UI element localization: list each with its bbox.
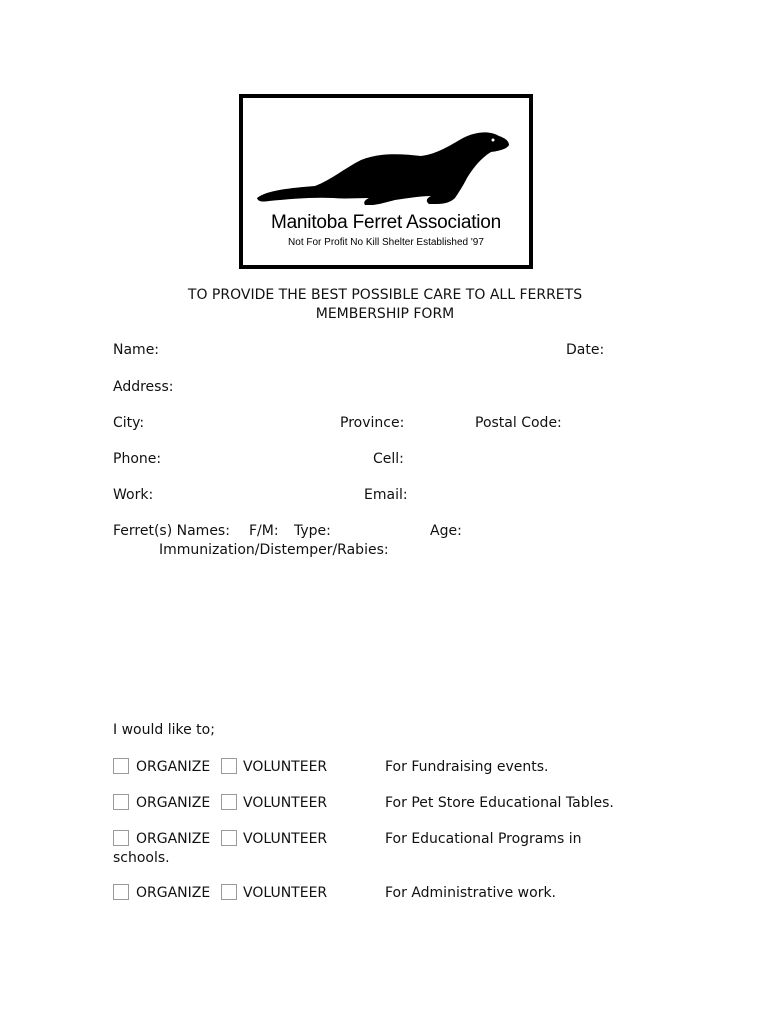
work-label: Work: xyxy=(113,487,154,503)
postal-code-label: Postal Code: xyxy=(475,415,562,431)
mission-statement: TO PROVIDE THE BEST POSSIBLE CARE TO ALL FERRETS xyxy=(187,287,583,303)
volunteer-checkbox[interactable] xyxy=(221,758,237,774)
purpose-label: For Pet Store Educational Tables. xyxy=(385,795,614,811)
phone-label: Phone: xyxy=(113,451,162,467)
ferret-names-label: Ferret(s) Names: xyxy=(113,523,230,539)
logo-title: Manitoba Ferret Association xyxy=(270,212,502,233)
volunteer-checkbox[interactable] xyxy=(221,794,237,810)
address-label: Address: xyxy=(113,379,174,395)
cell-label: Cell: xyxy=(373,451,404,467)
city-label: City: xyxy=(113,415,145,431)
province-label: Province: xyxy=(340,415,405,431)
organize-checkbox[interactable] xyxy=(113,758,129,774)
date-label: Date: xyxy=(566,342,605,358)
organize-checkbox[interactable] xyxy=(113,884,129,900)
immunization-label: Immunization/Distemper/Rabies: xyxy=(159,542,389,558)
name-label: Name: xyxy=(113,342,160,358)
organize-label: ORGANIZE xyxy=(136,831,211,847)
age-label: Age: xyxy=(430,523,462,539)
association-logo xyxy=(239,94,533,269)
form-title: MEMBERSHIP FORM xyxy=(315,306,455,322)
volunteer-label: VOLUNTEER xyxy=(243,759,328,775)
email-label: Email: xyxy=(364,487,408,503)
interests-intro: I would like to; xyxy=(113,722,215,738)
volunteer-label: VOLUNTEER xyxy=(243,795,328,811)
type-label: Type: xyxy=(294,523,331,539)
volunteer-label: VOLUNTEER xyxy=(243,885,328,901)
organize-checkbox[interactable] xyxy=(113,794,129,810)
logo-subtitle: Not For Profit No Kill Shelter Established '97 xyxy=(288,237,484,248)
purpose-label: For Administrative work. xyxy=(385,885,557,901)
volunteer-checkbox[interactable] xyxy=(221,884,237,900)
fm-label: F/M: xyxy=(249,523,279,539)
organize-label: ORGANIZE xyxy=(136,759,211,775)
ferret-silhouette-icon xyxy=(253,128,519,213)
organize-label: ORGANIZE xyxy=(136,885,211,901)
purpose-label-continued: schools. xyxy=(113,850,170,866)
purpose-label: For Educational Programs in xyxy=(385,831,582,847)
purpose-label: For Fundraising events. xyxy=(385,759,549,775)
volunteer-checkbox[interactable] xyxy=(221,830,237,846)
volunteer-label: VOLUNTEER xyxy=(243,831,328,847)
organize-label: ORGANIZE xyxy=(136,795,211,811)
organize-checkbox[interactable] xyxy=(113,830,129,846)
